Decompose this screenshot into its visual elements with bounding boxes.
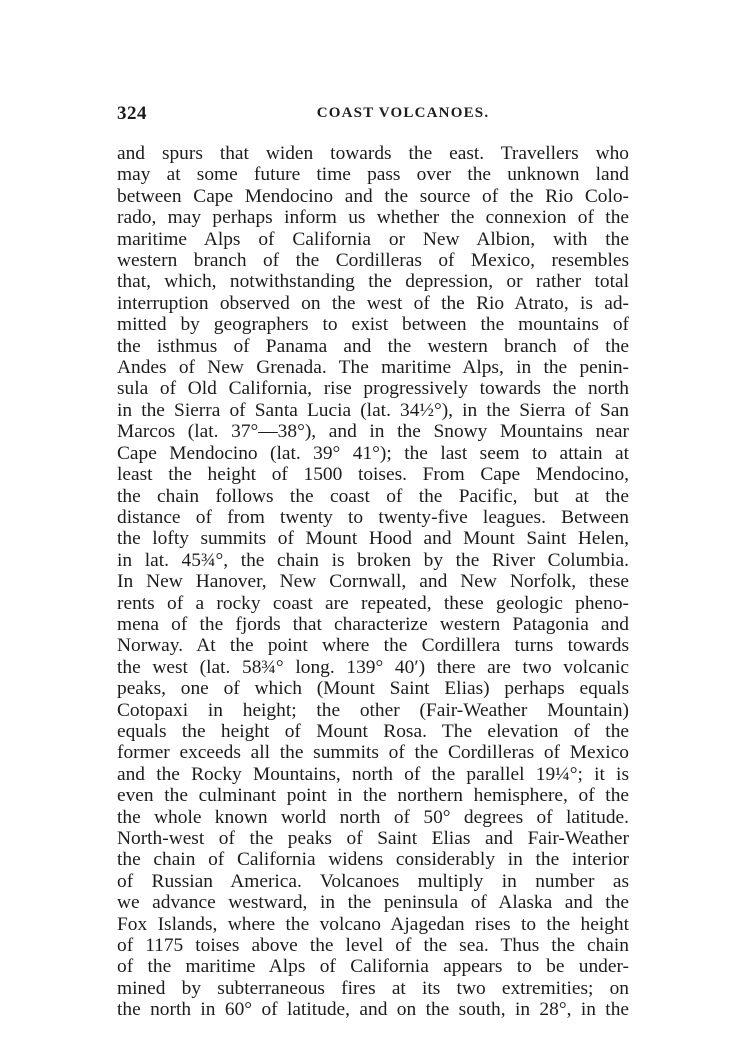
body-text: [117, 143, 629, 1021]
text-line: may at some future time pass over the unknown land: [117, 164, 629, 186]
text-line: in lat. 45¾°, the chain is broken by the River Columbia.: [117, 549, 629, 571]
text-line: maritime Alps of California or New Albion, with the: [117, 228, 629, 250]
text-line: and the Rocky Mountains, north of the parallel 19¼°; it is: [117, 763, 629, 785]
text-line: of the maritime Alps of California appears to be under-: [117, 956, 629, 978]
text-line: we advance westward, in the peninsula of Alaska and the: [117, 892, 629, 914]
text-line: Andes of New Grenada. The maritime Alps, in the penin-: [117, 357, 629, 379]
text-line: western branch of the Cordilleras of Mexico, resembles: [117, 250, 629, 272]
text-line: In New Hanover, New Cornwall, and New Norfolk, these: [117, 571, 629, 593]
text-line: in the Sierra of Santa Lucia (lat. 34½°), in the Sierra of San: [117, 399, 629, 421]
text-line: the isthmus of Panama and the western branch of the: [117, 335, 629, 357]
text-line: rents of a rocky coast are repeated, these geologic pheno-: [117, 592, 629, 614]
text-line: even the culminant point in the northern hemisphere, of the: [117, 785, 629, 807]
page-number: 324: [117, 103, 147, 124]
running-head: [117, 103, 629, 127]
text-line: the whole known world north of 50° degrees of latitude.: [117, 806, 629, 828]
text-line: peaks, one of which (Mount Saint Elias) perhaps equals: [117, 678, 629, 700]
text-line: mined by subterraneous fires at its two extremities; on: [117, 977, 629, 999]
text-line: and spurs that widen towards the east. Travellers who: [117, 143, 629, 164]
text-line: of Russian America. Volcanoes multiply in number as: [117, 870, 629, 892]
text-line: the west (lat. 58¾° long. 139° 40′) there are two volcanic: [117, 656, 629, 678]
text-line: of 1175 toises above the level of the sea. Thus the chain: [117, 935, 629, 957]
text-line: the lofty summits of Mount Hood and Mount Saint Helen,: [117, 528, 629, 550]
text-line: Cotopaxi in height; the other (Fair-Weather Mountain): [117, 699, 629, 721]
text-line: mena of the fjords that characterize western Patagonia and: [117, 613, 629, 635]
running-title: COAST VOLCANOES.: [316, 105, 490, 121]
text-line: equals the height of Mount Rosa. The elevation of the: [117, 720, 629, 742]
text-line: former exceeds all the summits of the Cordilleras of Mexico: [117, 742, 629, 764]
text-line: Norway. At the point where the Cordillera turns towards: [117, 635, 629, 657]
text-line: Cape Mendocino (lat. 39° 41°); the last seem to attain at: [117, 442, 629, 464]
text-line: Marcos (lat. 37°—38°), and in the Snowy Mountains near: [117, 421, 629, 443]
text-line: that, which, notwithstanding the depression, or rather total: [117, 271, 629, 293]
text-line: the north in 60° of latitude, and on the south, in 28°, in the: [117, 999, 629, 1021]
text-line: distance of from twenty to twenty-five leagues. Between: [117, 506, 629, 528]
text-line: sula of Old California, rise progressively towards the north: [117, 378, 629, 400]
text-line: least the height of 1500 toises. From Cape Mendocino,: [117, 464, 629, 486]
text-line: mitted by geographers to exist between the mountains of: [117, 314, 629, 336]
text-line: between Cape Mendocino and the source of the Rio Colo-: [117, 185, 629, 207]
text-line: Fox Islands, where the volcano Ajagedan rises to the height: [117, 913, 629, 935]
text-line: the chain of California widens considerably in the interior: [117, 849, 629, 871]
text-line: North-west of the peaks of Saint Elias and Fair-Weather: [117, 828, 629, 849]
text-line: rado, may perhaps inform us whether the connexion of the: [117, 207, 629, 229]
text-line: interruption observed on the west of the Rio Atrato, is ad-: [117, 292, 629, 314]
text-line: the chain follows the coast of the Pacific, but at the: [117, 485, 629, 507]
